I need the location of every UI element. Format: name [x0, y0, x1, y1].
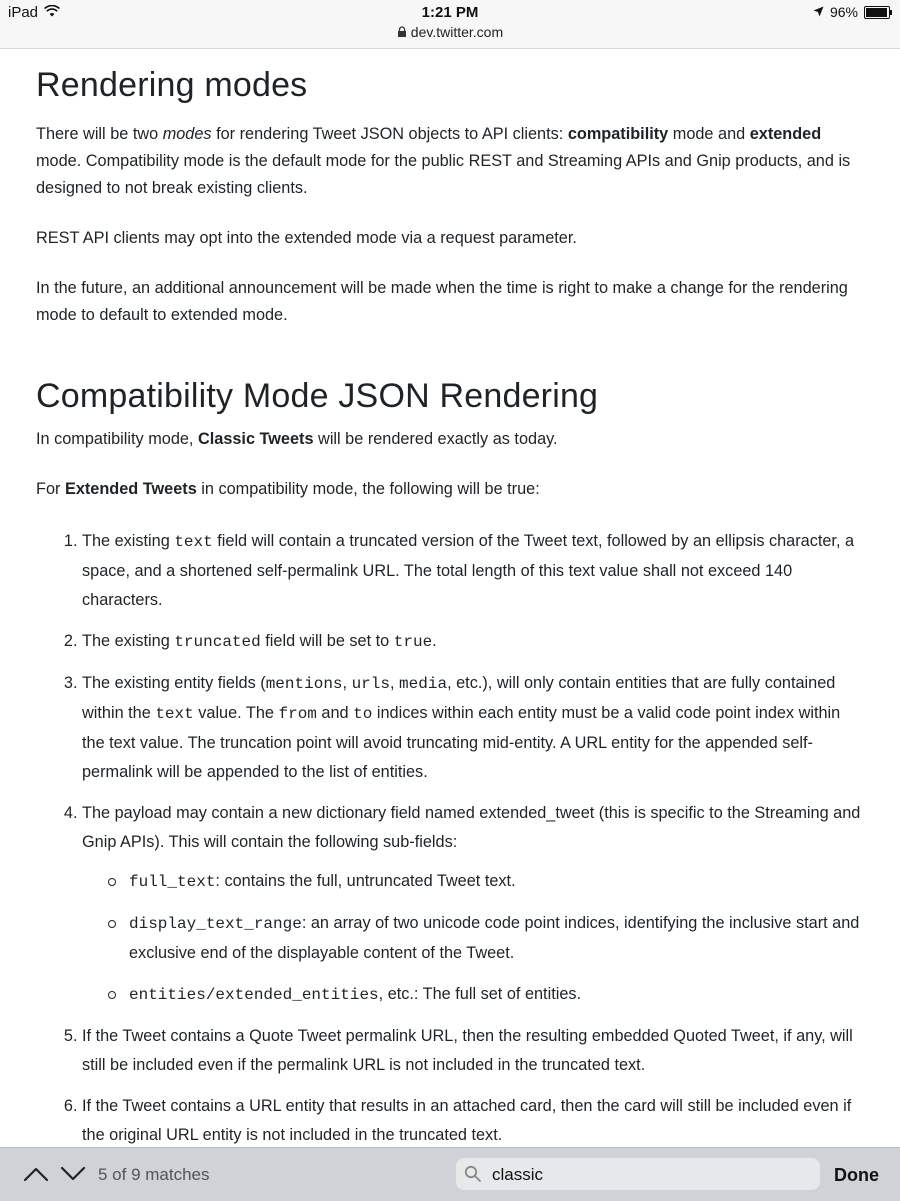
next-match-button[interactable]	[57, 1160, 89, 1188]
compatibility-rules-list	[36, 527, 864, 1150]
location-arrow-icon	[813, 4, 824, 20]
paragraph-classic-tweets: In compatibility mode, Classic Tweets will be rendered exactly as today.	[36, 430, 558, 448]
list-item: 4. The payload may contain a new dictionary field named extended_tweet (this is specific to the Streaming and Gnip APIs). This will contain the following sub-fields: full_text: contains the full, untruncated Tweet text. display_text_range: an array of two unicode code point indices, identifying the inclusive start and exclusive end of the displayable content of the Tweet. entities/extended_entities, etc.: The full set of entities.	[82, 799, 864, 1010]
paragraph-extended-tweets: For Extended Tweets in compatibility mode, the following will be true:	[36, 480, 540, 498]
find-in-page-bar	[0, 1147, 900, 1201]
battery-icon	[864, 6, 890, 19]
paragraph-modes-intro: There will be two modes for rendering Tweet JSON objects to API clients: compatibility mode and extended mode. Compatibility mode is the default mode for the public REST and Streaming APIs and Gnip products, and is designed to not break existing clients.	[36, 125, 851, 197]
list-item: 1. The existing text field will contain a truncated version of the Tweet text, followed by an ellipsis character, a space, and a shortened self-permalink URL. The total length of this text value shall not exceed 140 characters.	[82, 527, 864, 615]
address-bar[interactable]	[0, 24, 900, 40]
device-name: iPad	[8, 4, 39, 21]
extended-tweet-subfields	[82, 867, 864, 1010]
find-search-field[interactable]	[456, 1158, 820, 1190]
heading-compatibility-mode: Compatibility Mode JSON Rendering	[36, 377, 599, 415]
url-text[interactable]: dev.twitter.com	[410, 24, 504, 40]
chevron-down-icon	[60, 1166, 86, 1182]
article-content	[36, 48, 864, 1162]
chevron-up-icon	[23, 1166, 49, 1182]
list-item: 6. If the Tweet contains a URL entity that results in an attached card, then the card will still be included even if the original URL entity is not included in the truncated text.	[82, 1092, 864, 1150]
lock-icon	[397, 24, 411, 40]
done-button[interactable]: Done	[834, 1165, 879, 1185]
search-icon	[464, 1165, 482, 1188]
match-count: 5 of 9 matches	[98, 1165, 210, 1184]
list-item: 3. The existing entity fields (mentions, urls, media, etc.), will only contain entities that are fully contained within the text value. The from and to indices within each entity must be a valid code point index within the text value. The truncation point will avoid truncating mid-entity. A URL entity for the appended self-permalink will be appended to the list of entities.	[82, 669, 864, 787]
status-right	[813, 4, 890, 20]
paragraph-future-announcement: In the future, an additional announcement will be made when the time is right to make a change for the rendering mode to default to extended mode.	[36, 279, 848, 324]
sub-list-item: display_text_range: an array of two unicode code point indices, identifying the inclusive start and exclusive end of the displayable content of the Tweet.	[106, 909, 864, 968]
status-bar	[0, 0, 900, 49]
heading-rendering-modes: Rendering modes	[36, 66, 308, 104]
find-search-input[interactable]	[490, 1162, 814, 1188]
list-item: 5. If the Tweet contains a Quote Tweet permalink URL, then the resulting embedded Quoted Tweet, if any, will still be included even if the permalink URL is not included in the truncated text.	[82, 1022, 864, 1080]
sub-list-item: entities/extended_entities, etc.: The full set of entities.	[106, 980, 864, 1010]
battery-percent: 96%	[829, 4, 858, 20]
clock: 1:21 PM	[421, 4, 479, 21]
sub-list-item: full_text: contains the full, untruncated Tweet text.	[106, 867, 864, 897]
previous-match-button[interactable]	[20, 1160, 52, 1188]
paragraph-rest-opt-in: REST API clients may opt into the extended mode via a request parameter.	[36, 229, 577, 247]
list-item: 2. The existing truncated field will be set to true.	[82, 627, 864, 657]
